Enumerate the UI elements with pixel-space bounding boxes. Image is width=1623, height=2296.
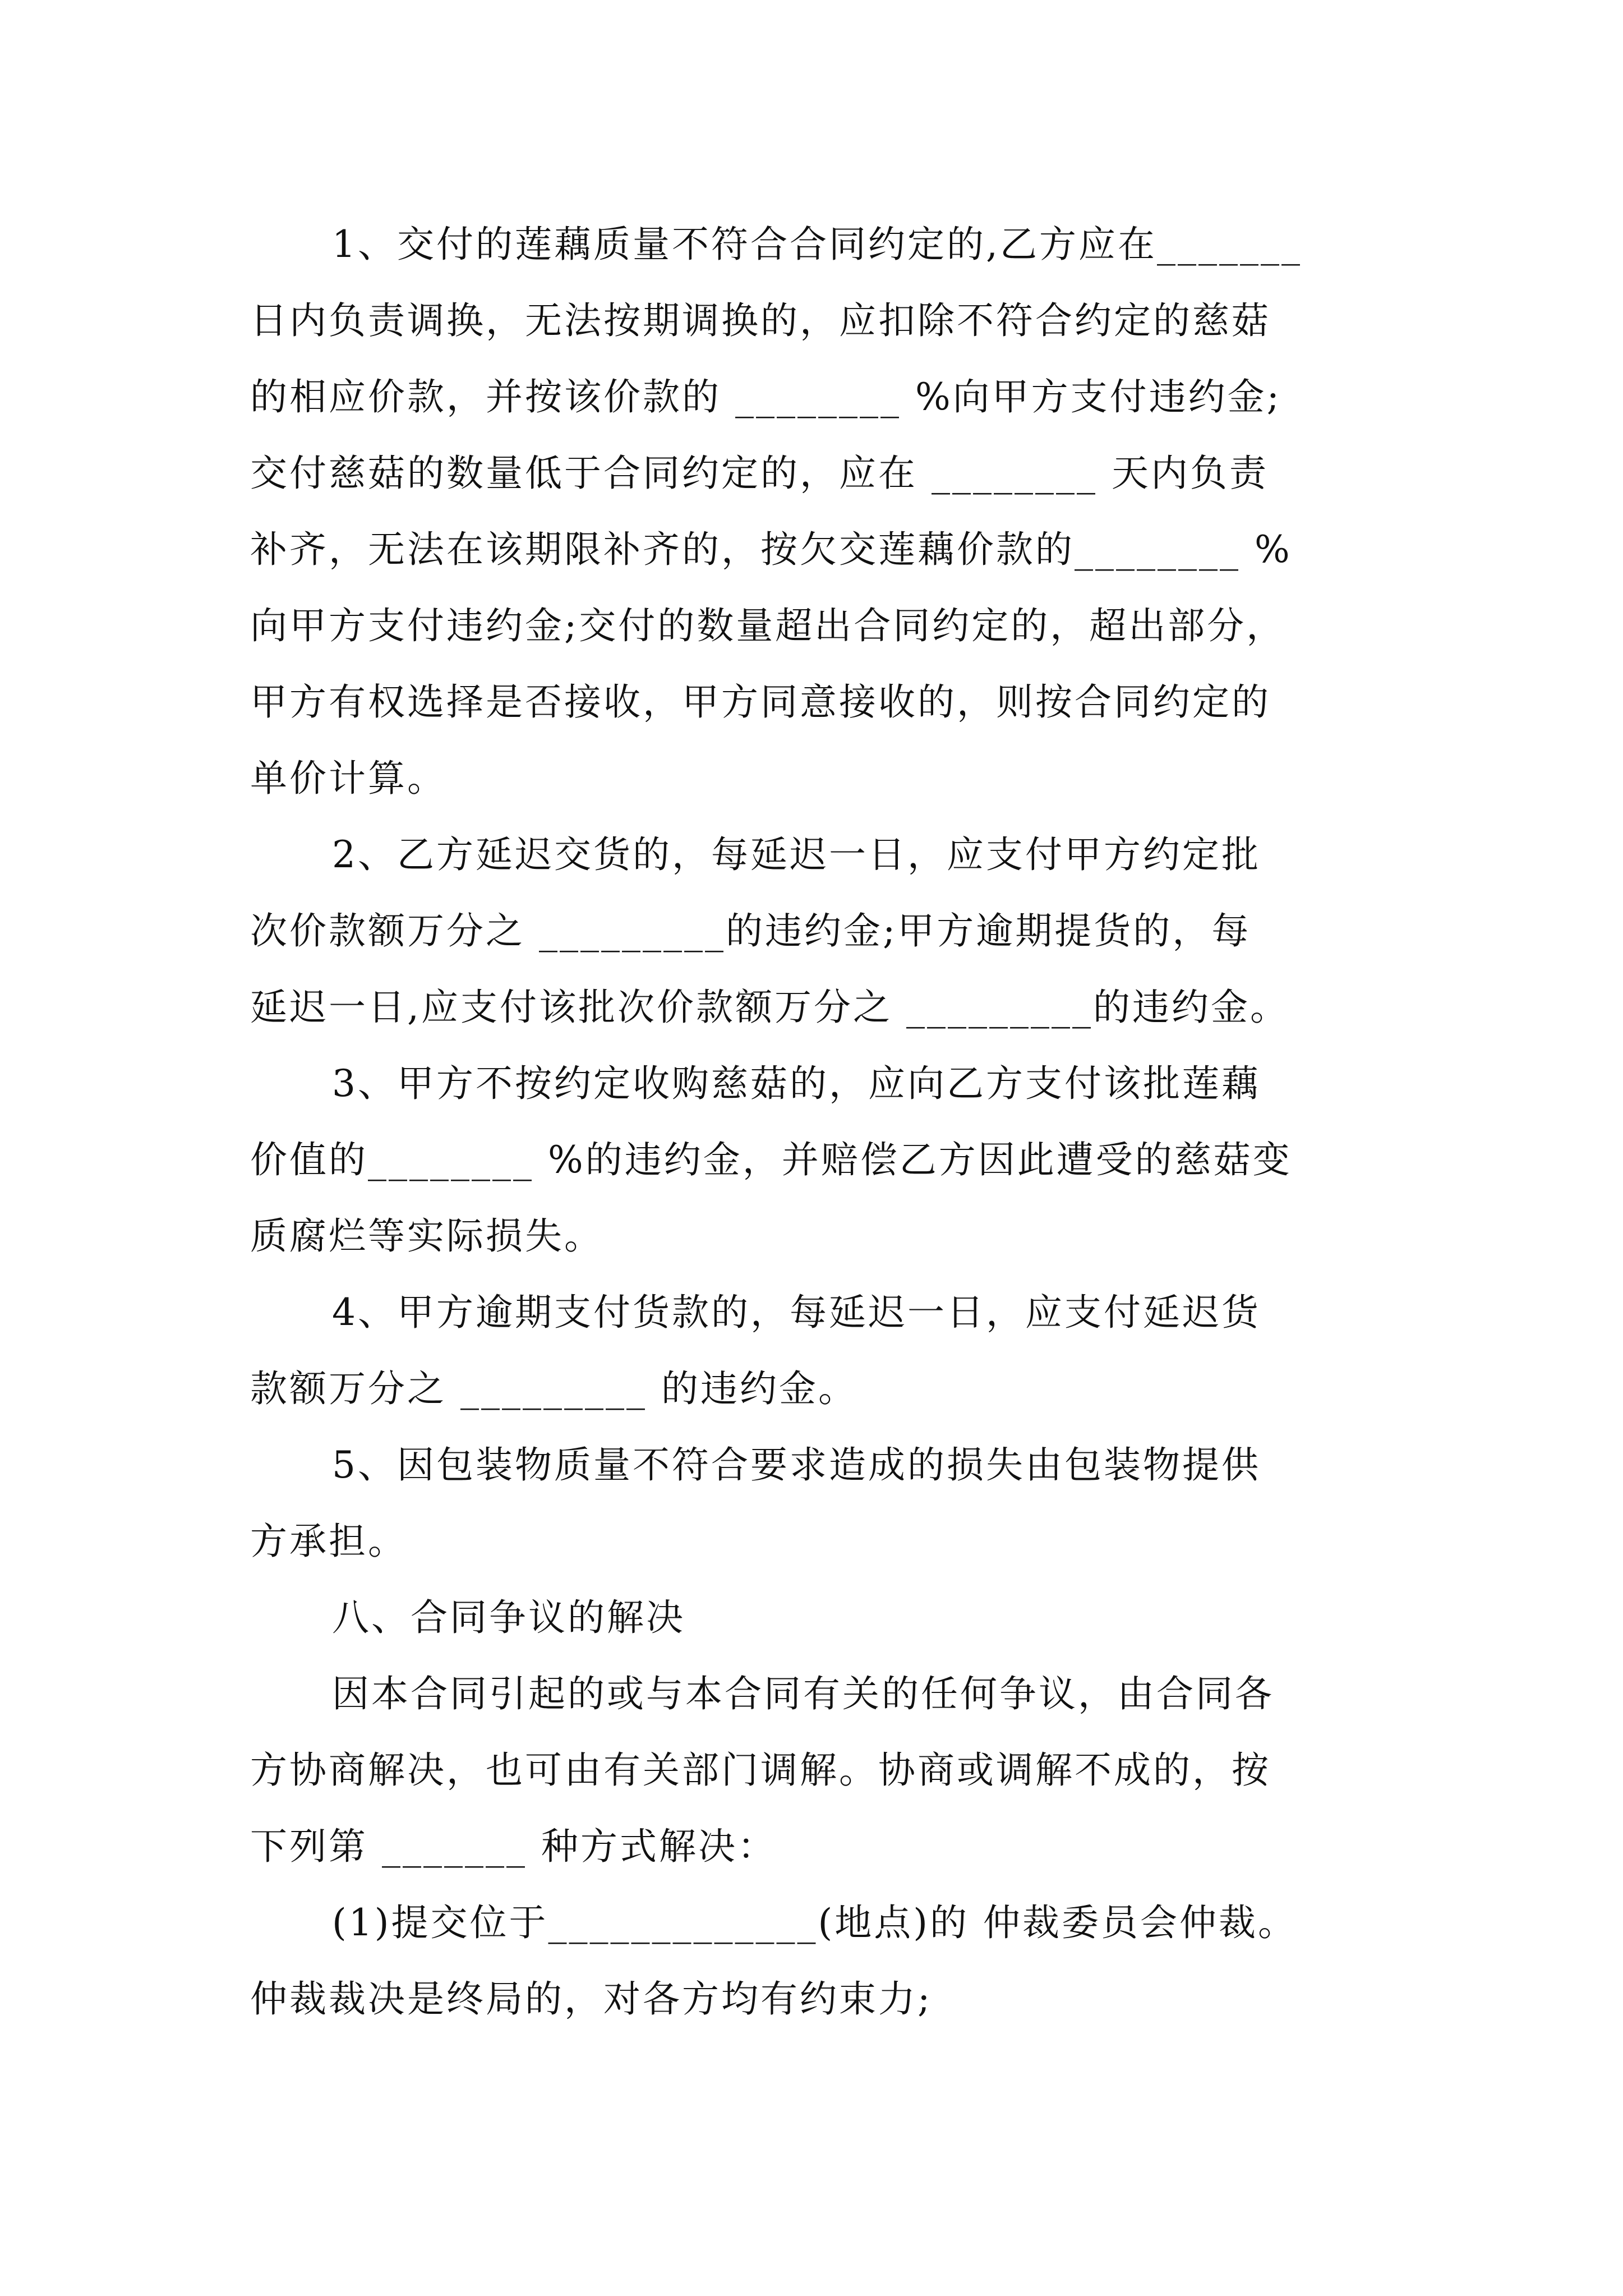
text-line: 延迟一日,应支付该批次价款额万分之 _________的违约金。 (250, 986, 1289, 1029)
text-line: 日内负责调换，无法按期调换的，应扣除不符合约定的慈菇 (250, 299, 1271, 342)
text-line: 交付慈菇的数量低于合同约定的，应在 ________ 天内负责 (250, 452, 1269, 495)
text-line: 3、甲方不按约定收购慈菇的，应向乙方支付该批莲藕 (332, 1062, 1261, 1105)
text-line: 2、乙方延迟交货的，每延迟一日，应支付甲方约定批 (332, 833, 1261, 876)
text-line: 的相应价款，并按该价款的 ________ %向甲方支付违约金; (250, 375, 1281, 418)
text-line: 1、交付的莲藕质量不符合合同约定的,乙方应在_______ (332, 223, 1302, 266)
text-line: 次价款额万分之 _________的违约金;甲方逾期提货的，每 (250, 909, 1251, 953)
text-line: 价值的________ %的违约金，并赔偿乙方因此遭受的慈菇变 (250, 1138, 1292, 1181)
text-line: 下列第 _______ 种方式解决： (250, 1825, 777, 1868)
text-line: 4、甲方逾期支付货款的，每延迟一日，应支付延迟货 (332, 1291, 1261, 1334)
text-line: 质腐烂等实际损失。 (250, 1214, 603, 1258)
text-line: 方协商解决，也可由有关部门调解。协商或调解不成的，按 (250, 1749, 1271, 1792)
text-line: 向甲方支付违约金;交付的数量超出合同约定的，超出部分， (250, 604, 1286, 647)
text-line: 补齐，无法在该期限补齐的，按欠交莲藕价款的________ % (250, 528, 1292, 571)
text-line: 因本合同引起的或与本合同有关的任何争议，由合同各 (332, 1672, 1274, 1715)
text-line: 方承担。 (250, 1520, 407, 1563)
text-line: 5、因包装物质量不符合要求造成的损失由包装物提供 (332, 1443, 1261, 1487)
section-heading: 八、合同争议的解决 (332, 1596, 685, 1639)
text-line: 甲方有权选择是否接收，甲方同意接收的，则按合同约定的 (250, 680, 1271, 724)
text-line: (1)提交位于_____________(地点)的 仲裁委员会仲裁。 (332, 1901, 1297, 1944)
text-line: 款额万分之 _________ 的违约金。 (250, 1367, 857, 1410)
text-line: 单价计算。 (250, 757, 446, 800)
text-line: 仲裁裁决是终局的，对各方均有约束力; (250, 1977, 933, 2021)
